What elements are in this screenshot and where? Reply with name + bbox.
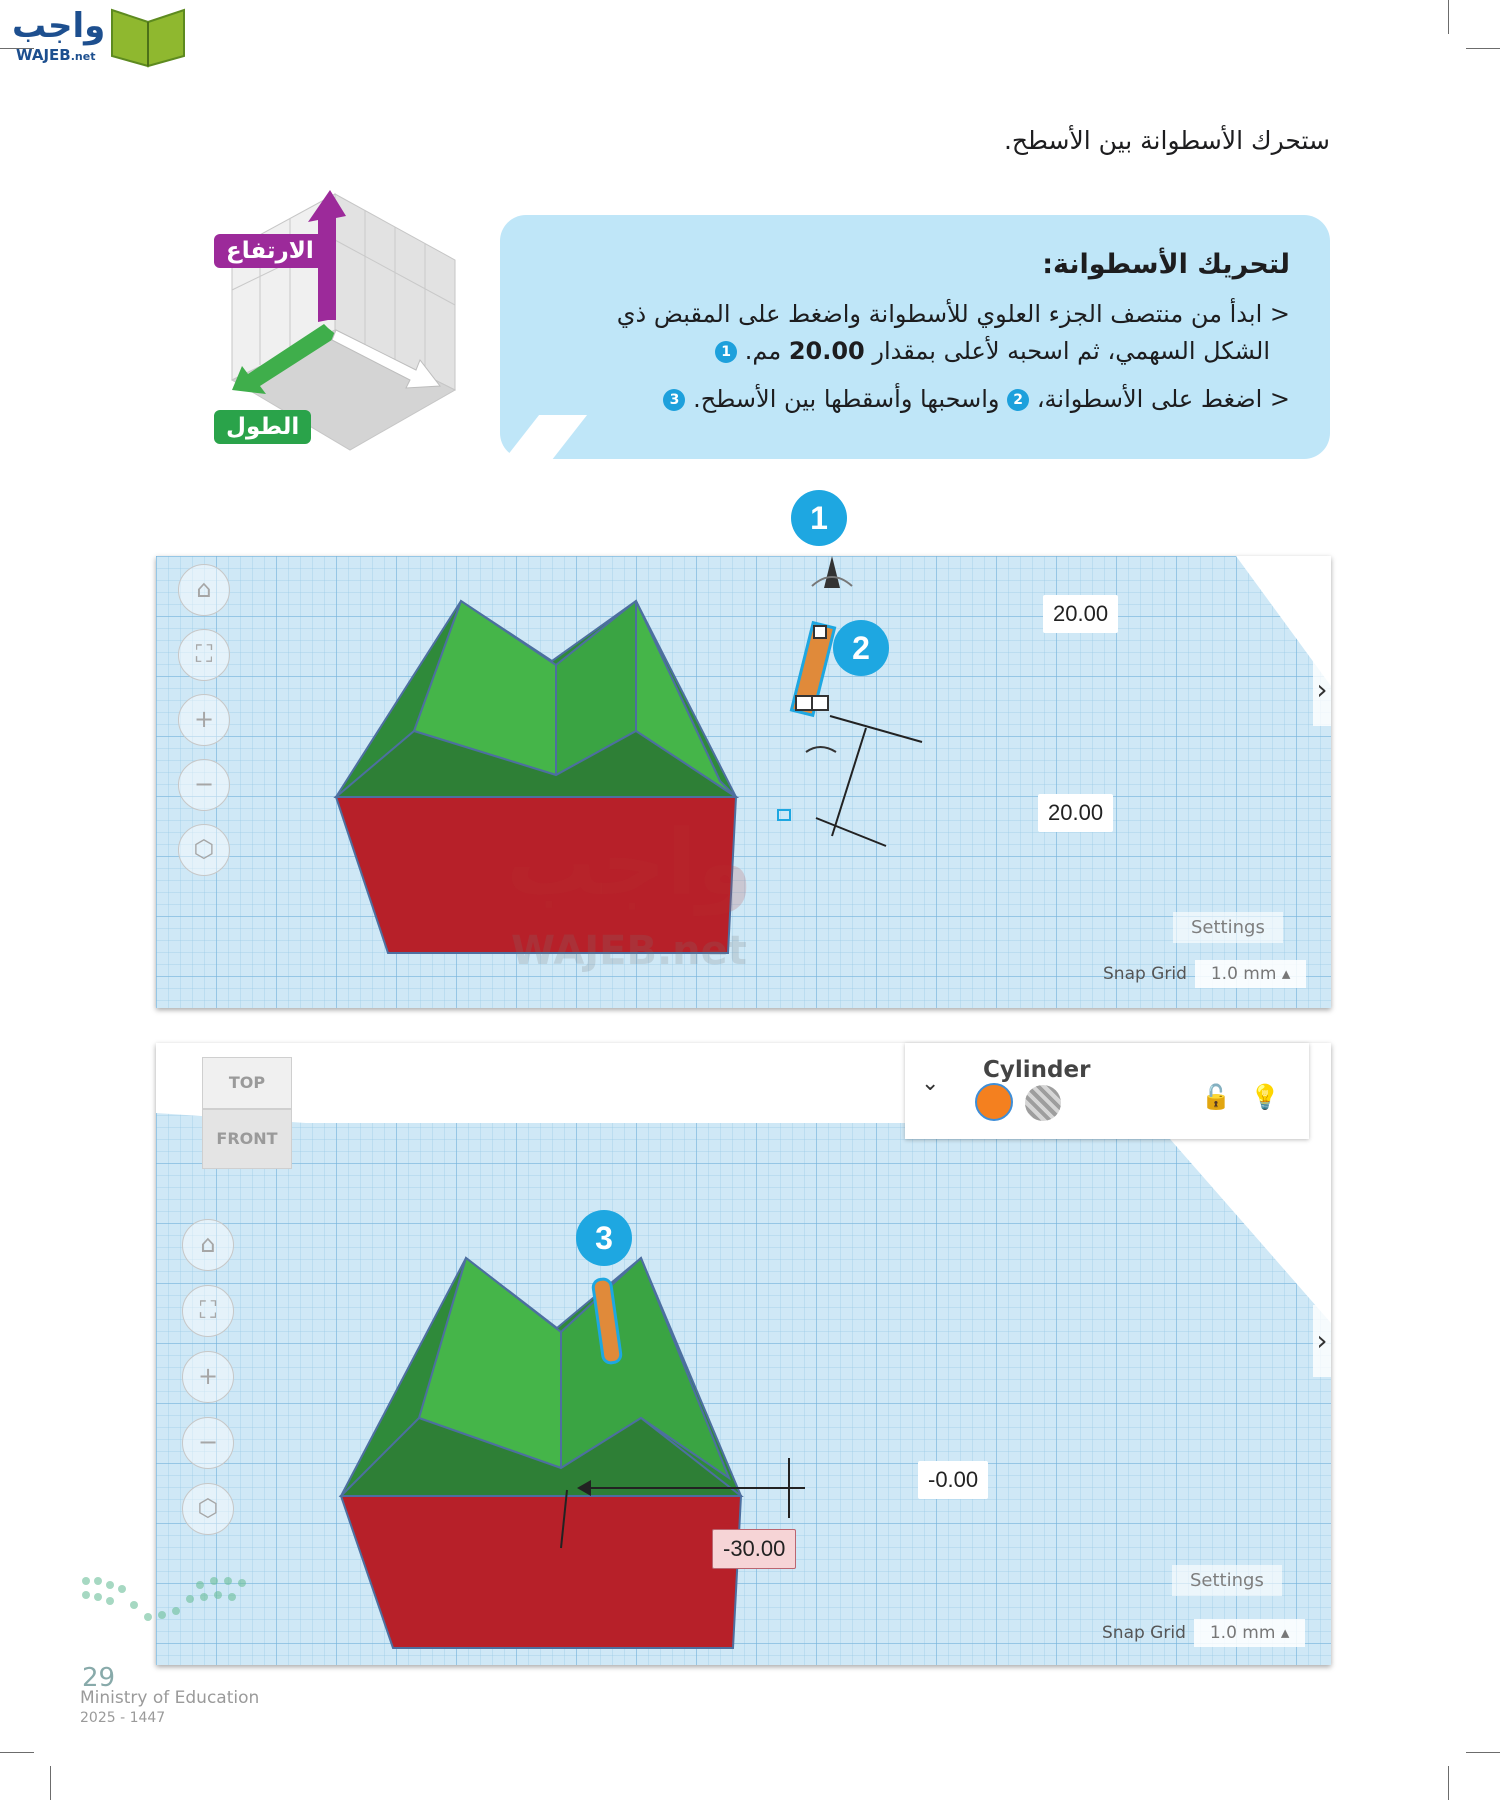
instruction-box: [500, 215, 1330, 459]
tinkercad-viewport-2[interactable]: [156, 1043, 1331, 1665]
shape-inspector-panel: [905, 1043, 1309, 1139]
crop-mark: [0, 1752, 34, 1753]
settings-button[interactable]: Settings: [1172, 1565, 1282, 1596]
instruction-step-1-line-1: < ابدأ من منتصف الجزء العلوي للأسطوانة واضغط على المقبض ذي: [616, 300, 1290, 328]
ministry-name: Ministry of Education: [80, 1688, 260, 1708]
crop-mark: [1466, 48, 1500, 49]
collapse-panel-arrow[interactable]: ›: [1313, 1305, 1331, 1377]
y-position-label[interactable]: -30.00: [712, 1529, 796, 1569]
fit-view-button[interactable]: ⛶: [178, 629, 230, 681]
collapse-chevron-icon[interactable]: ⌄: [921, 1071, 940, 1096]
cylinder-model[interactable]: [584, 1273, 634, 1373]
watermark-en: WAJEB.net: [511, 928, 747, 974]
view-cube-front[interactable]: FRONT: [202, 1109, 292, 1169]
zoom-in-button[interactable]: +: [182, 1351, 234, 1403]
instruction-step-1-line-2: الشكل السهمي، ثم اسحبه لأعلى بمقدار 20.00 مم. 1: [715, 332, 1270, 370]
logo-english: WAJEB.net: [16, 46, 96, 64]
lightbulb-icon[interactable]: 💡: [1250, 1083, 1280, 1111]
edition-year: 2025 - 1447: [80, 1710, 166, 1726]
step-marker-3: 3: [576, 1210, 632, 1266]
home-view-button[interactable]: ⌂: [182, 1219, 234, 1271]
view-cube-top[interactable]: TOP: [202, 1057, 292, 1109]
length-axis-label: الطول: [214, 410, 311, 444]
ministry-logo-dots: [80, 1575, 260, 1635]
zoom-out-button[interactable]: −: [178, 759, 230, 811]
wajeb-logo: [8, 6, 190, 66]
instruction-title: لتحريك الأسطوانة:: [1042, 249, 1290, 280]
zoom-in-button[interactable]: +: [178, 694, 230, 746]
snap-grid-value[interactable]: 1.0 mm ▴: [1195, 960, 1307, 988]
step-number-badge: 3: [663, 389, 685, 411]
snap-grid-control[interactable]: Snap Grid 1.0 mm ▴: [1103, 960, 1306, 988]
elevation-value-label[interactable]: 20.00: [1038, 794, 1113, 832]
instruction-step-2: < اضغط على الأسطوانة، 2 واسحبها وأسقطها بين الأسطح. 3: [663, 380, 1290, 418]
step-number-badge: 1: [715, 341, 737, 363]
roof-shape-model[interactable]: [341, 1258, 991, 1648]
lock-icon[interactable]: 🔓: [1201, 1083, 1231, 1111]
solid-color-swatch[interactable]: [975, 1083, 1013, 1121]
height-axis-label: الارتفاع: [214, 234, 326, 268]
logo-arabic: واجب: [12, 6, 106, 46]
settings-button[interactable]: Settings: [1173, 912, 1283, 943]
tinkercad-viewport-1[interactable]: [156, 500, 1331, 1008]
watermark: واجب: [506, 811, 753, 916]
home-view-button[interactable]: ⌂: [178, 564, 230, 616]
step-marker-2: 2: [833, 620, 889, 676]
height-value-label[interactable]: 20.00: [1043, 595, 1118, 633]
collapse-panel-arrow[interactable]: ›: [1313, 654, 1331, 726]
snap-grid-value[interactable]: 1.0 mm ▴: [1194, 1619, 1306, 1647]
crop-mark: [1466, 1752, 1500, 1753]
intro-text: ستحرك الأسطوانة بين الأسطح.: [1003, 126, 1330, 155]
zoom-out-button[interactable]: −: [182, 1417, 234, 1469]
book-icon: [106, 6, 190, 66]
snap-grid-control[interactable]: Snap Grid 1.0 mm ▴: [1102, 1619, 1305, 1647]
perspective-button[interactable]: ⬡: [178, 824, 230, 876]
crop-mark: [1448, 1766, 1449, 1800]
cylinder-with-handles[interactable]: [756, 556, 1076, 836]
crop-mark: [50, 1766, 51, 1800]
x-position-label[interactable]: -0.00: [918, 1461, 988, 1499]
step-number-badge: 2: [1007, 389, 1029, 411]
step-marker-1: 1: [791, 490, 847, 546]
page-number: 29: [82, 1663, 116, 1693]
view-cube[interactable]: [202, 1057, 294, 1169]
shape-name: Cylinder: [983, 1057, 1091, 1083]
fit-view-button[interactable]: ⛶: [182, 1285, 234, 1337]
hole-swatch[interactable]: [1025, 1085, 1061, 1121]
crop-mark: [1448, 0, 1449, 34]
perspective-button[interactable]: ⬡: [182, 1483, 234, 1535]
